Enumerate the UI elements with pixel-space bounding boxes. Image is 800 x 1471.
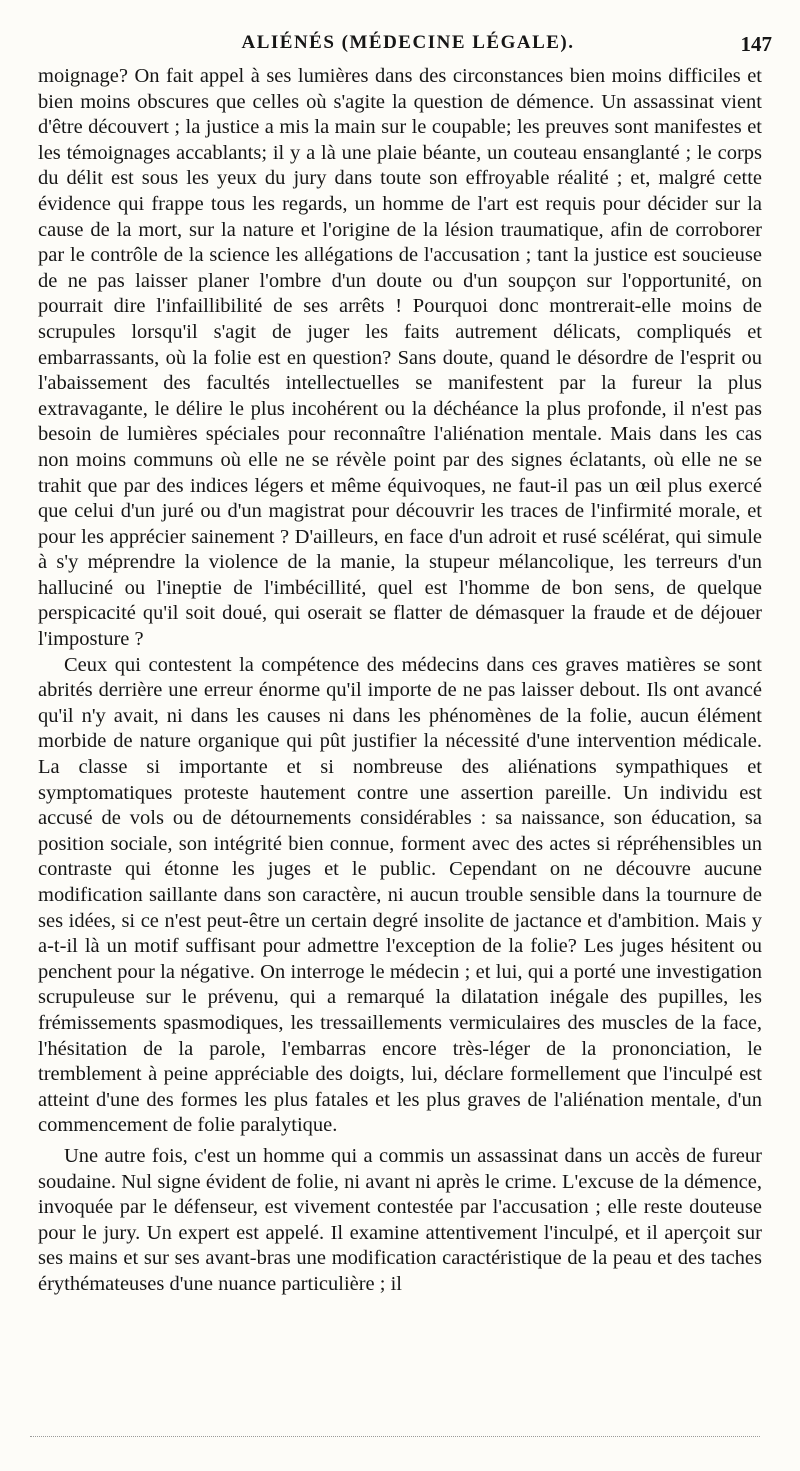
page-header [44,32,772,60]
paragraph: Une autre fois, c'est un homme qui a commis un assassinat dans un accès de fureur soudaine. Nul signe évident de folie, ni avant ni après le crime. L'excuse de la démence, invoquée par le défenseur, est vivement contestée par l'accusation ; elle reste douteuse pour le jury. Un expert est appelé. Il examine attentivement l'inculpé, et il aperçoit sur ses mains et sur ses avant-bras une modification caractéristique de la peau et des taches érythémateuses d'une nuance particulière ; il [38,1144,762,1295]
page-number: 147 [740,32,772,56]
body-text [38,64,762,1298]
paragraph: moignage? On fait appel à ses lumières dans des circonstances bien moins difficiles et bien moins obscures que celles où s'agite la question de démence. Un assassinat vient d'être découvert ; la justice a mis la main sur le coupable; les preuves sont manifestes et les témoignages accablants; il y a là une plaie béante, un couteau ensanglanté ; le corps du délit est sous les yeux du jury dans toute son effroyable réalité ; et, malgré cette évidence qui frappe tous les regards, un homme de l'art est requis pour décider sur la cause de la mort, sur la nature et l'origine de la lésion traumatique, afin de corroborer par le contrôle de la science les allégations de l'accusation ; tant la justice est soucieuse de ne pas laisser planer l'ombre d'un doute ou d'un soupçon sur l'opportunité, on pourrait dire l'infaillibilité de ses arrêts ! Pourquoi donc montrerait-elle moins de scrupules lorsqu'il s'agit de juger les faits autrement délicats, compliqués et embarrassants, où la folie est en question? Sans doute, quand le désordre de l'esprit ou l'abaissement des facultés intellectuelles se manifestent par la fureur la plus extravagante, le délire le plus incohérent ou la déchéance la plus profonde, il n'est pas besoin de lumières spéciales pour reconnaître l'aliénation mentale. Mais dans les cas non moins communs où elle ne se révèle point par des signes éclatants, où elle ne se trahit que par des indices légers et même équivoques, ne faut-il pas un œil plus exercé que celui d'un juré ou d'un magistrat pour découvrir les traces de l'infirmité morale, et pour les apprécier sainement ? D'ailleurs, en face d'un adroit et rusé scélérat, qui simule à s'y méprendre la violence de la manie, la stupeur mélancolique, les terreurs d'un halluciné ou l'ineptie de l'imbécillité, quel est l'homme de bon sens, de quelque perspicacité qu'il soit doué, qui oserait se flatter de démasquer la fraude et de déjouer l'imposture ? [38,65,762,651]
paragraph: Ceux qui contestent la compétence des médecins dans ces graves matières se sont abrités derrière une erreur énorme qu'il importe de ne pas laisser debout. Ils ont avancé qu'il n'y avait, ni dans les causes ni dans les phénomènes de la folie, aucun élément morbide de nature organique qui pût justifier la nécessité d'une intervention médicale. La classe si importante et si nombreuse des aliénations sympathiques et symptomatiques proteste hautement contre une assertion pareille. Un individu est accusé de vols ou de détournements considérables : sa naissance, son éducation, sa position sociale, son intégrité bien connue, forment avec des actes si répréhensibles un contraste qui étonne les juges et le public. Cependant on ne découvre aucune modification saillante dans son caractère, ni aucun trouble sensible dans la tournure de ses idées, si ce n'est peut-être un certain degré insolite de jactance et d'ambition. Mais y a-t-il là un motif suffisant pour admettre l'exception de la folie? Les juges hésitent ou penchent pour la négative. On interroge le médecin ; et lui, qui a porté une investigation scrupuleuse sur le prévenu, qui a remarqué la dilatation inégale des pupilles, les frémissements spasmodiques, les tressaillements vermiculaires des muscles de la face, l'hésitation de la parole, l'embarras encore très-léger de la prononciation, le tremblement à peine appréciable des doigts, lui, déclare formellement que l'inculpé est atteint d'une des formes les plus fatales et les plus graves de l'aliénation mentale, d'un commencement de folie paralytique. [38,653,762,1137]
running-head: ALIÉNÉS (MÉDECINE LÉGALE). [241,32,575,53]
bottom-margin-rule [30,1436,760,1437]
